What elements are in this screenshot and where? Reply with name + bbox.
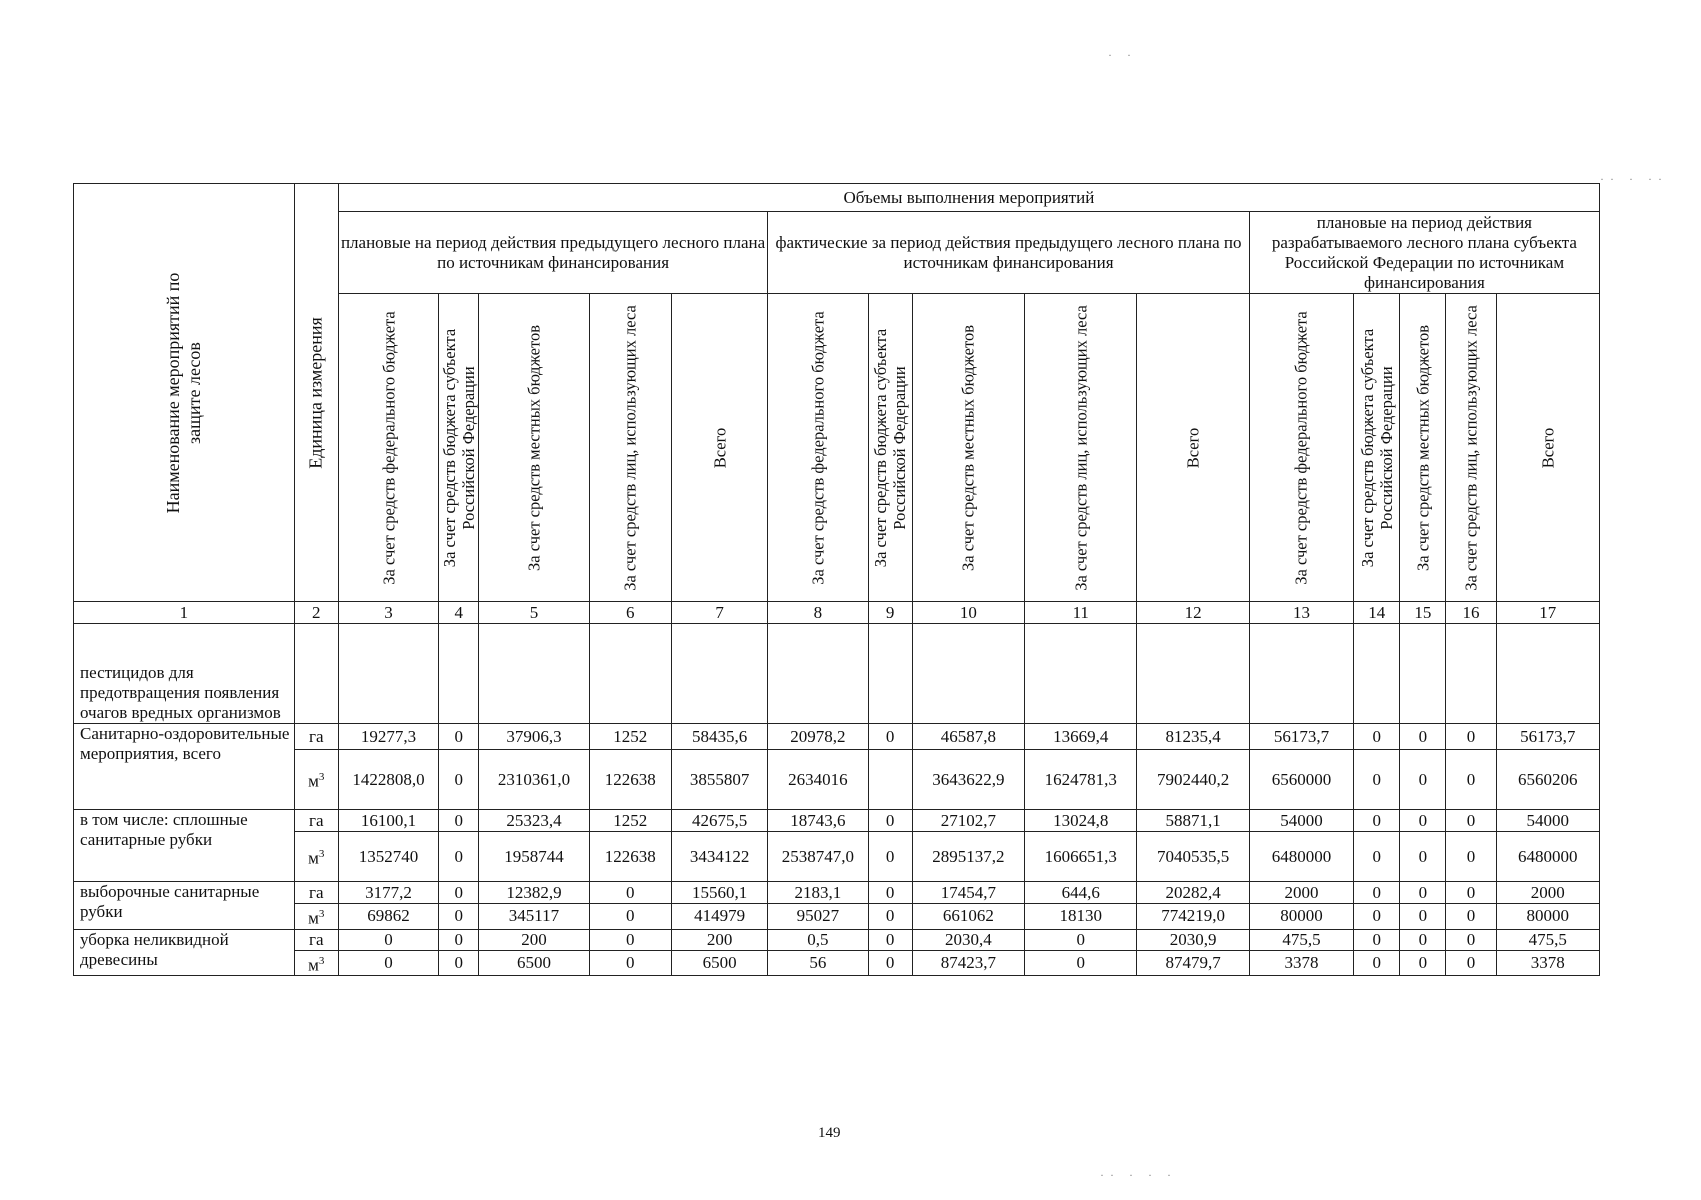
row-name: выборочные санитарные рубки	[74, 882, 295, 930]
value-cell: 0	[1354, 724, 1400, 750]
value-cell: 0	[1354, 929, 1400, 950]
empty-cell	[868, 624, 912, 724]
table-row	[74, 929, 1600, 950]
value-cell: 80000	[1496, 904, 1599, 930]
header-sub: Всего	[1496, 294, 1599, 602]
header-sub: Всего	[671, 294, 767, 602]
value-cell: 6560206	[1496, 750, 1599, 810]
value-cell: 0	[589, 904, 671, 930]
table-row	[74, 950, 1600, 976]
value-cell: 0	[868, 810, 912, 832]
value-cell: 774219,0	[1137, 904, 1249, 930]
value-cell: 1352740	[338, 832, 438, 882]
value-cell: 2538747,0	[768, 832, 868, 882]
value-cell: 81235,4	[1137, 724, 1249, 750]
col-number: 2	[294, 602, 338, 624]
value-cell: 200	[671, 929, 767, 950]
header-sub: За счет средств федерального бюджета	[338, 294, 438, 602]
value-cell: 0	[1400, 750, 1446, 810]
value-cell: 0,5	[768, 929, 868, 950]
value-cell: 0	[1446, 832, 1496, 882]
col-number: 17	[1496, 602, 1599, 624]
value-cell: 2183,1	[768, 882, 868, 904]
header-group-fact-prev: фактические за период действия предыдущего лесного плана по источникам финансирования	[768, 212, 1250, 294]
value-cell: 6560000	[1249, 750, 1353, 810]
value-cell: 56173,7	[1249, 724, 1353, 750]
unit-cell: га	[294, 882, 338, 904]
value-cell: 0	[439, 810, 479, 832]
value-cell: 0	[1400, 950, 1446, 976]
value-cell: 13669,4	[1025, 724, 1137, 750]
value-cell: 2030,4	[912, 929, 1024, 950]
header-sub: За счет средств федерального бюджета	[768, 294, 868, 602]
value-cell: 0	[1446, 724, 1496, 750]
header-sub: За счет средств федерального бюджета	[1249, 294, 1353, 602]
value-cell: 95027	[768, 904, 868, 930]
value-cell: 2310361,0	[479, 750, 589, 810]
unit-cell: га	[294, 724, 338, 750]
value-cell: 644,6	[1025, 882, 1137, 904]
value-cell: 1252	[589, 810, 671, 832]
value-cell: 0	[439, 929, 479, 950]
header-group-plan-new: плановые на период действия разрабатываемого лесного плана субъекта Российской Федерации по источникам финансирования	[1249, 212, 1599, 294]
value-cell: 661062	[912, 904, 1024, 930]
empty-cell	[294, 624, 338, 724]
value-cell: 475,5	[1249, 929, 1353, 950]
value-cell: 58871,1	[1137, 810, 1249, 832]
value-cell: 6480000	[1249, 832, 1353, 882]
scan-speck: ·· · · ·	[1100, 1168, 1177, 1182]
value-cell: 80000	[1249, 904, 1353, 930]
value-cell: 1606651,3	[1025, 832, 1137, 882]
value-cell: 25323,4	[479, 810, 589, 832]
col-number: 7	[671, 602, 767, 624]
header-sub: За счет средств лиц, использующих леса	[1446, 294, 1496, 602]
value-cell: 0	[589, 929, 671, 950]
value-cell: 18743,6	[768, 810, 868, 832]
value-cell: 122638	[589, 832, 671, 882]
col-number: 11	[1025, 602, 1137, 624]
header-sub: Всего	[1137, 294, 1249, 602]
value-cell: 0	[1446, 929, 1496, 950]
value-cell: 414979	[671, 904, 767, 930]
value-cell: 16100,1	[338, 810, 438, 832]
col-number: 16	[1446, 602, 1496, 624]
scan-speck: · ·	[1108, 48, 1137, 62]
value-cell: 0	[868, 832, 912, 882]
value-cell: 1958744	[479, 832, 589, 882]
value-cell: 0	[1446, 950, 1496, 976]
column-number-row	[74, 602, 1600, 624]
forest-protection-table	[73, 183, 1600, 976]
value-cell: 3177,2	[338, 882, 438, 904]
value-cell: 0	[868, 724, 912, 750]
value-cell: 20282,4	[1137, 882, 1249, 904]
value-cell: 0	[868, 882, 912, 904]
col-number: 10	[912, 602, 1024, 624]
header-sub: За счет средств местных бюджетов	[912, 294, 1024, 602]
value-cell: 15560,1	[671, 882, 767, 904]
empty-cell	[439, 624, 479, 724]
col-number: 14	[1354, 602, 1400, 624]
value-cell: 345117	[479, 904, 589, 930]
value-cell: 87423,7	[912, 950, 1024, 976]
value-cell: 18130	[1025, 904, 1137, 930]
row-name: пестицидов для предотвращения появления очагов вредных организмов	[74, 624, 295, 724]
header-name-col: Наименование мероприятий по защите лесов	[74, 184, 295, 602]
value-cell: 475,5	[1496, 929, 1599, 950]
empty-cell	[589, 624, 671, 724]
empty-cell	[1400, 624, 1446, 724]
value-cell: 56	[768, 950, 868, 976]
col-number: 5	[479, 602, 589, 624]
value-cell: 0	[439, 950, 479, 976]
value-cell: 0	[868, 904, 912, 930]
empty-cell	[1446, 624, 1496, 724]
value-cell: 0	[1354, 750, 1400, 810]
value-cell: 0	[1400, 810, 1446, 832]
table-row	[74, 810, 1600, 832]
value-cell: 0	[1400, 882, 1446, 904]
value-cell: 37906,3	[479, 724, 589, 750]
scan-speck: ·· · ··	[1600, 172, 1668, 186]
value-cell: 6500	[671, 950, 767, 976]
value-cell: 54000	[1249, 810, 1353, 832]
value-cell: 1422808,0	[338, 750, 438, 810]
value-cell: 1624781,3	[1025, 750, 1137, 810]
header-unit-col: Единица измерения	[294, 184, 338, 602]
value-cell: 3378	[1496, 950, 1599, 976]
value-cell: 0	[1400, 929, 1446, 950]
value-cell: 0	[439, 750, 479, 810]
value-cell: 0	[1446, 750, 1496, 810]
col-number: 1	[74, 602, 295, 624]
value-cell: 0	[589, 950, 671, 976]
value-cell: 2634016	[768, 750, 868, 810]
empty-cell	[1354, 624, 1400, 724]
value-cell: 6500	[479, 950, 589, 976]
table-row	[74, 750, 1600, 810]
value-cell: 56173,7	[1496, 724, 1599, 750]
value-cell: 0	[1354, 832, 1400, 882]
value-cell: 0	[338, 950, 438, 976]
value-cell: 6480000	[1496, 832, 1599, 882]
col-number: 9	[868, 602, 912, 624]
value-cell: 0	[439, 882, 479, 904]
table-row	[74, 882, 1600, 904]
header-sub: За счет средств лиц, использующих леса	[1025, 294, 1137, 602]
value-cell	[868, 750, 912, 810]
col-number: 4	[439, 602, 479, 624]
row-name: Санитарно-оздоровительные мероприятия, всего	[74, 724, 295, 810]
value-cell: 42675,5	[671, 810, 767, 832]
value-cell: 0	[1446, 904, 1496, 930]
header-sub: За счет средств бюджета субъекта Российской Федерации	[1354, 294, 1400, 602]
value-cell: 3378	[1249, 950, 1353, 976]
empty-cell	[768, 624, 868, 724]
empty-cell	[1137, 624, 1249, 724]
value-cell: 20978,2	[768, 724, 868, 750]
value-cell: 0	[439, 724, 479, 750]
header-sub: За счет средств бюджета субъекта Российской Федерации	[439, 294, 479, 602]
unit-cell: га	[294, 810, 338, 832]
value-cell: 0	[1400, 904, 1446, 930]
value-cell: 17454,7	[912, 882, 1024, 904]
empty-cell	[1496, 624, 1599, 724]
value-cell: 0	[1025, 929, 1137, 950]
value-cell: 0	[589, 882, 671, 904]
empty-cell	[1249, 624, 1353, 724]
value-cell: 0	[1400, 832, 1446, 882]
value-cell: 87479,7	[1137, 950, 1249, 976]
value-cell: 0	[1025, 950, 1137, 976]
table-row	[74, 904, 1600, 930]
page-number: 149	[818, 1125, 841, 1141]
value-cell: 0	[439, 832, 479, 882]
value-cell: 7902440,2	[1137, 750, 1249, 810]
col-number: 13	[1249, 602, 1353, 624]
empty-cell	[338, 624, 438, 724]
unit-cell: $м^3$	[294, 950, 338, 976]
value-cell: 2030,9	[1137, 929, 1249, 950]
col-number: 6	[589, 602, 671, 624]
value-cell: 46587,8	[912, 724, 1024, 750]
value-cell: 0	[1446, 882, 1496, 904]
header-sub: За счет средств лиц, использующих леса	[589, 294, 671, 602]
unit-cell: $м^3$	[294, 904, 338, 930]
value-cell: 0	[868, 950, 912, 976]
value-cell: 0	[1354, 950, 1400, 976]
value-cell: 200	[479, 929, 589, 950]
value-cell: 0	[868, 929, 912, 950]
value-cell: 13024,8	[1025, 810, 1137, 832]
empty-cell	[671, 624, 767, 724]
value-cell: 3434122	[671, 832, 767, 882]
unit-cell: $м^3$	[294, 832, 338, 882]
empty-cell	[1025, 624, 1137, 724]
value-cell: 12382,9	[479, 882, 589, 904]
value-cell: 27102,7	[912, 810, 1024, 832]
value-cell: 3855807	[671, 750, 767, 810]
value-cell: 0	[1354, 904, 1400, 930]
header-sub: За счет средств бюджета субъекта Российской Федерации	[868, 294, 912, 602]
value-cell: 3643622,9	[912, 750, 1024, 810]
table-row	[74, 624, 1600, 724]
value-cell: 0	[439, 904, 479, 930]
value-cell: 0	[1354, 810, 1400, 832]
unit-cell: $м^3$	[294, 750, 338, 810]
col-number: 15	[1400, 602, 1446, 624]
value-cell: 7040535,5	[1137, 832, 1249, 882]
value-cell: 122638	[589, 750, 671, 810]
value-cell: 1252	[589, 724, 671, 750]
unit-cell: га	[294, 929, 338, 950]
value-cell: 0	[338, 929, 438, 950]
value-cell: 19277,3	[338, 724, 438, 750]
col-number: 8	[768, 602, 868, 624]
value-cell: 0	[1400, 724, 1446, 750]
header-sub: За счет средств местных бюджетов	[1400, 294, 1446, 602]
value-cell: 2000	[1496, 882, 1599, 904]
header-sub: За счет средств местных бюджетов	[479, 294, 589, 602]
value-cell: 2895137,2	[912, 832, 1024, 882]
empty-cell	[479, 624, 589, 724]
header-volumes: Объемы выполнения мероприятий	[338, 184, 1599, 212]
header-group-plan-prev: плановые на период действия предыдущего лесного плана по источникам финансирования	[338, 212, 767, 294]
value-cell: 58435,6	[671, 724, 767, 750]
table-row	[74, 724, 1600, 750]
row-name: в том числе: сплошные санитарные рубки	[74, 810, 295, 882]
value-cell: 69862	[338, 904, 438, 930]
value-cell: 54000	[1496, 810, 1599, 832]
col-number: 3	[338, 602, 438, 624]
value-cell: 0	[1446, 810, 1496, 832]
col-number: 12	[1137, 602, 1249, 624]
value-cell: 0	[1354, 882, 1400, 904]
value-cell: 2000	[1249, 882, 1353, 904]
table-row	[74, 832, 1600, 882]
row-name: уборка неликвидной древесины	[74, 929, 295, 976]
empty-cell	[912, 624, 1024, 724]
